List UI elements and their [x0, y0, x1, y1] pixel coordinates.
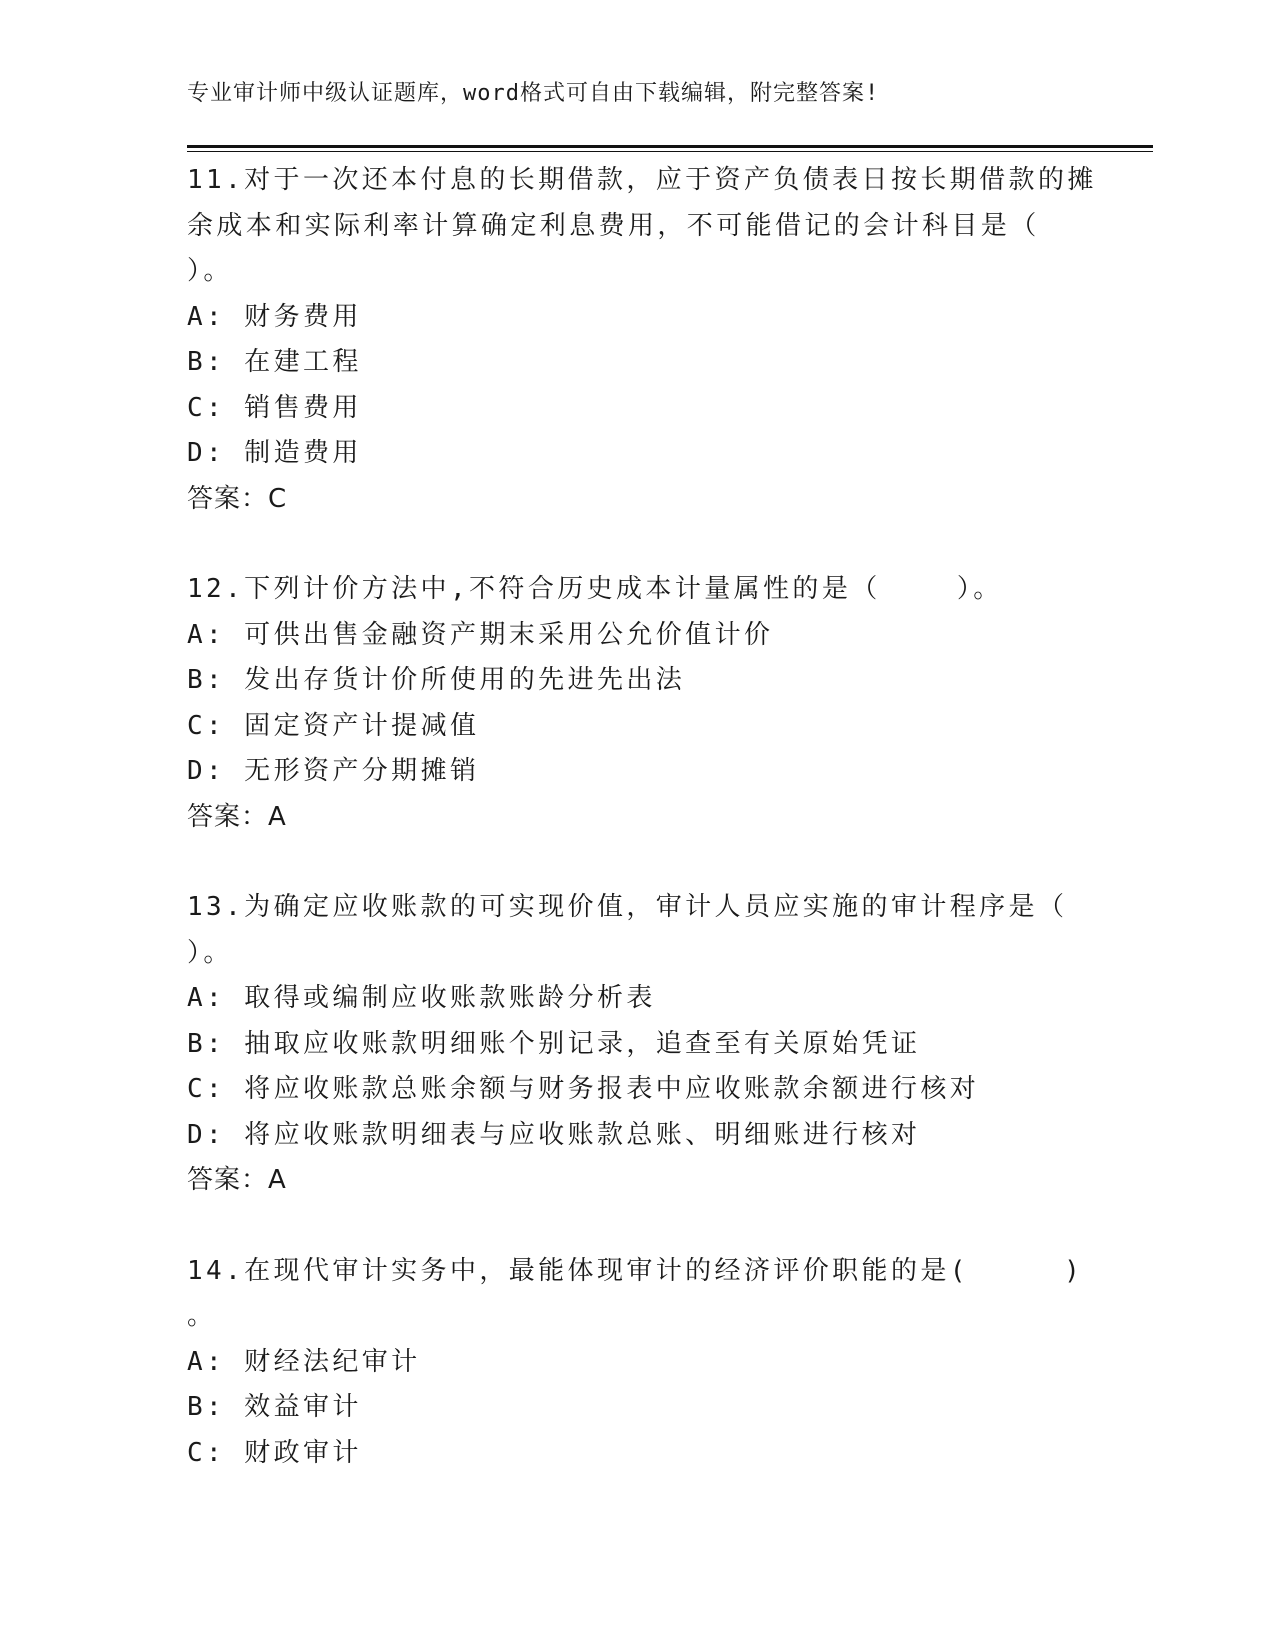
- question-spacer: [187, 840, 1087, 885]
- header-divider-thin: [187, 151, 1153, 152]
- question-11: [187, 158, 1097, 522]
- option-text: 销售费用: [244, 392, 362, 423]
- option-text: 效益审计: [244, 1392, 362, 1422]
- header-divider-thick: [187, 145, 1153, 148]
- option-key: D:: [187, 438, 226, 468]
- option-a: [187, 295, 1087, 341]
- option-key: B:: [187, 665, 226, 695]
- option-key: B:: [187, 1028, 226, 1059]
- option-key: C:: [187, 1437, 226, 1468]
- option-key: A:: [187, 983, 226, 1013]
- option-c: [187, 1431, 1087, 1477]
- question-stem-line: 余成本和实际利率计算确定利息费用，不可能借记的会计科目是（: [187, 210, 1040, 241]
- question-spacer: [187, 1204, 1087, 1249]
- question-stem-line: 11.对于一次还本付息的长期借款，应于资产负债表日按长期借款的摊: [187, 165, 1097, 195]
- option-text: 可供出售金融资产期末采用公允价值计价: [244, 619, 774, 650]
- option-b: [187, 658, 1087, 704]
- question-spacer: [187, 522, 1087, 567]
- option-key: D:: [187, 756, 226, 786]
- option-text: 财务费用: [244, 301, 362, 332]
- question-list: [187, 158, 1097, 1476]
- option-key: A:: [187, 301, 226, 332]
- option-key: A:: [187, 619, 226, 650]
- option-text: 制造费用: [244, 438, 362, 468]
- question-stem-line: 。: [187, 1301, 217, 1331]
- option-text: 财政审计: [244, 1437, 362, 1468]
- question-stem-line: 13.为确定应收账款的可实现价值，审计人员应实施的审计程序是（: [187, 892, 1068, 922]
- option-b: [187, 1022, 1087, 1068]
- answer-label: 答案：A: [187, 801, 287, 832]
- page-header: 专业审计师中级认证题库，word格式可自由下载编辑，附完整答案!: [187, 81, 880, 106]
- option-a: [187, 1340, 1087, 1386]
- option-c: [187, 1067, 1087, 1113]
- question-stem-line: ）。: [187, 937, 233, 968]
- question-stem-line: 14.在现代审计实务中，最能体现审计的经济评价职能的是( ): [187, 1255, 1084, 1286]
- option-a: [187, 976, 1087, 1022]
- option-text: 在建工程: [244, 347, 362, 377]
- question-14: [187, 1249, 1087, 1477]
- option-key: A:: [187, 1346, 226, 1377]
- answer-label: 答案：A: [187, 1165, 287, 1195]
- option-d: [187, 1113, 1087, 1159]
- option-key: B:: [187, 1392, 226, 1422]
- option-text: 无形资产分期摊销: [244, 756, 480, 786]
- question-13: [187, 885, 1087, 1204]
- question-12: [187, 567, 1087, 840]
- option-text: 发出存货计价所使用的先进先出法: [244, 665, 686, 695]
- option-key: C:: [187, 710, 226, 741]
- option-text: 将应收账款明细表与应收账款总账、明细账进行核对: [244, 1119, 921, 1150]
- option-key: C:: [187, 1074, 226, 1104]
- option-key: C:: [187, 392, 226, 423]
- option-a: [187, 613, 1087, 659]
- option-key: B:: [187, 347, 226, 377]
- option-b: [187, 340, 1087, 386]
- option-c: [187, 704, 1087, 750]
- answer-label: 答案：C: [187, 483, 288, 514]
- option-text: 取得或编制应收账款账龄分析表: [244, 983, 656, 1013]
- option-d: [187, 749, 1087, 795]
- option-text: 财经法纪审计: [244, 1346, 421, 1377]
- option-text: 将应收账款总账余额与财务报表中应收账款余额进行核对: [244, 1074, 980, 1104]
- option-b: [187, 1385, 1087, 1431]
- option-d: [187, 431, 1087, 477]
- option-text: 固定资产计提减值: [244, 710, 480, 741]
- option-key: D:: [187, 1119, 226, 1150]
- option-text: 抽取应收账款明细账个别记录，追查至有关原始凭证: [244, 1028, 921, 1059]
- question-stem-line: ）。: [187, 256, 233, 286]
- option-c: [187, 386, 1087, 432]
- question-stem-line: 12.下列计价方法中,不符合历史成本计量属性的是（ ）。: [187, 574, 1003, 604]
